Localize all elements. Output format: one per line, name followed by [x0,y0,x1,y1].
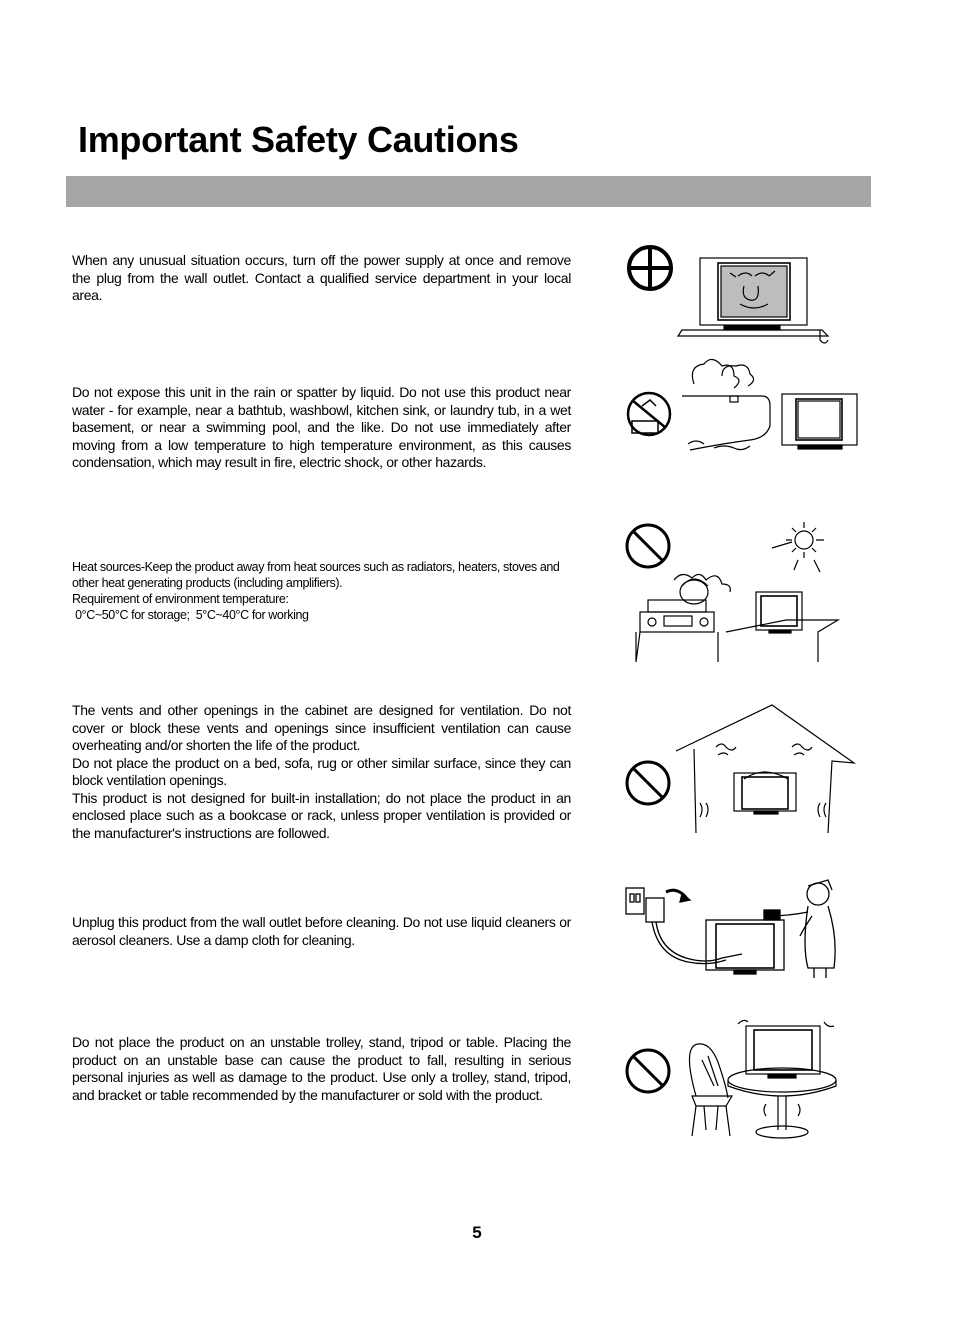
page-number: 5 [472,1223,482,1242]
caution-line: Unplug this product from the wall outlet before cleaning. Do not use liquid cleaners or aerosol cleaners. Use a damp cloth for cleaning. [72,914,571,948]
caution-line: Heat sources-Keep the product away from heat sources such as radiators, heaters, stoves and other heat generating products (including amplifiers). [72,560,560,590]
caution-text-cleaning [72,914,571,949]
illustration-heat-sources [622,520,842,665]
illustration-unstable-base [622,1012,842,1144]
no-water-icon [628,393,670,435]
illustration-cleaning [622,876,842,980]
prohibited-icon [627,1050,669,1092]
caution-text-unusual-situation [72,252,571,305]
prohibited-icon [627,525,669,567]
mandatory-action-icon [629,247,671,289]
caution-line: When any unusual situation occurs, turn off the power supply at once and remove the plug from the wall outlet. Contact a qualified service department in your local area. [72,252,571,303]
illustration-tv-unusual [620,238,835,346]
caution-line: Do not place the product on a bed, sofa, rug or other similar surface, since they can block ventilation openings. [72,754,571,788]
caution-line: Requirement of environment temperature: [72,592,289,606]
page-title: Important Safety Cautions [78,119,519,160]
illustration-no-water [622,356,862,464]
title-divider-bar [66,176,871,207]
caution-line: This product is not designed for built-in installation; do not place the product in an enclosed place such as a bookcase or rack, unless proper ventilation is provided or the manufacturer's instructions are followed. [72,789,571,841]
storage-temperature: 0°C~50°C for storage; [75,608,190,622]
illustration-ventilation [622,703,862,833]
working-temperature: 5°C~40°C for working [195,608,309,622]
caution-line: The vents and other openings in the cabinet are designed for ventilation. Do not cover or block these vents and openings since insufficient ventilation can cause overheating and/or shorten the life of the product. [72,702,571,753]
caution-text-ventilation [72,702,571,842]
caution-line: Do not expose this unit in the rain or spatter by liquid. Do not use this product near water - for example, near a bathtub, washbowl, kitchen sink, or laundry tub, in a wet basement, or near a swimming pool, and the like. Do not use immediately after moving from a low temperature to high temperature environment, as this causes condensation, which may result in fire, electric shock, or other hazards. [72,384,571,470]
temperature-line [72,607,571,623]
caution-text-water [72,384,571,472]
caution-text-unstable-base [72,1034,571,1104]
caution-line: Do not place the product on an unstable trolley, stand, tripod or table. Placing the product on an unstable base can cause the product to fall, resulting in serious personal injuries as well as damage to the product. Use only a trolley, stand, tripod, and bracket or table recommended by the manufacturer or sold with the product. [72,1034,571,1103]
prohibited-icon [627,762,669,804]
caution-text-heat-sources [72,559,571,623]
